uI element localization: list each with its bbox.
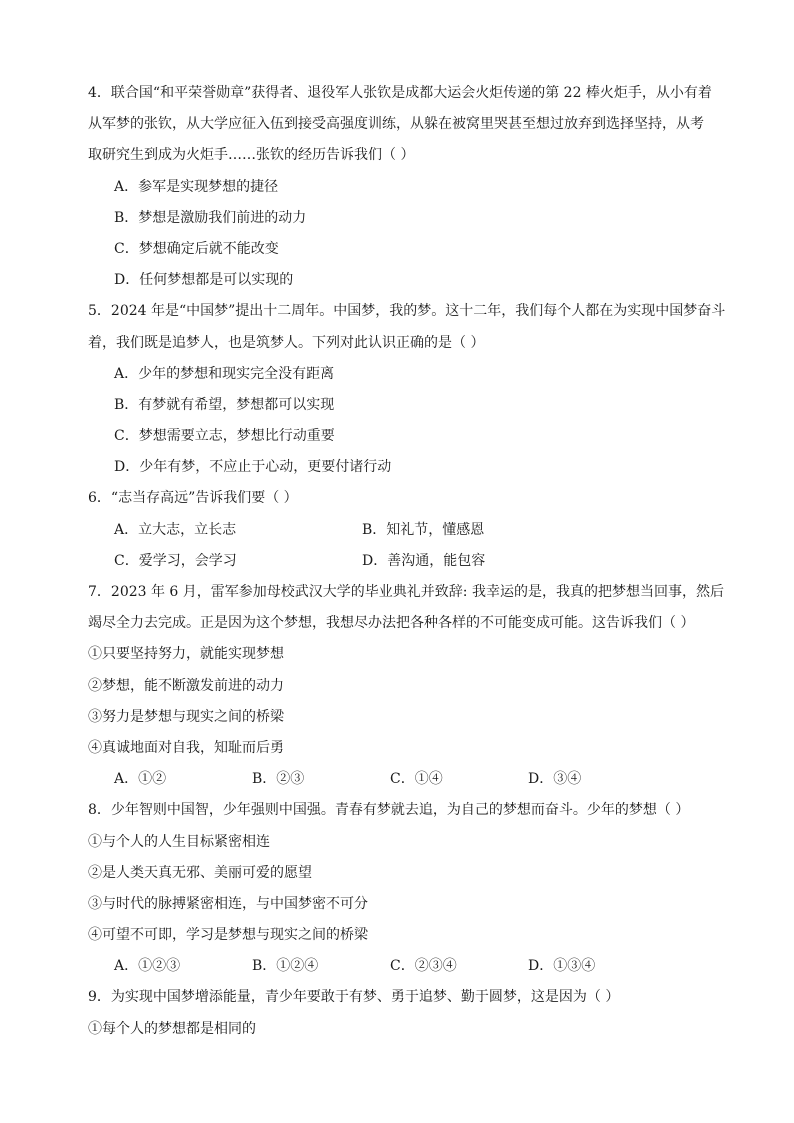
question-7-option-d: D．③④: [528, 771, 582, 788]
question-7-item-3: ③努力是梦想与现实之间的桥梁: [88, 708, 284, 725]
question-6-option-d: D．善沟通，能包容: [362, 552, 486, 569]
question-6-option-b: B．知礼节，懂感恩: [362, 521, 485, 538]
question-8-item-3: ③与时代的脉搏紧密相连，与中国梦密不可分: [88, 895, 368, 912]
question-7-option-a: A．①②: [114, 771, 167, 788]
question-4-option-a: A．参军是实现梦想的捷径: [114, 178, 279, 195]
question-8-options-row: [88, 951, 718, 982]
question-9-item-1: ①每个人的梦想都是相同的: [88, 1020, 256, 1037]
question-4-option-d: D．任何梦想都是可以实现的: [114, 272, 294, 289]
question-6-option-a: A．立大志，立长志: [114, 521, 237, 538]
question-6-option-c: C．爱学习，会学习: [114, 552, 237, 569]
question-4-stem-line-1: 4．联合国“和平荣誉勋章”获得者、退役军人张钦是成都大运会火炬传递的第 22 棒火炬手，从小有着: [88, 85, 712, 101]
question-7-option-b: B．②③: [252, 771, 305, 788]
question-5-option-c: C．梦想需要立志，梦想比行动重要: [114, 428, 335, 445]
question-8-option-b: B．①②④: [252, 958, 319, 975]
question-9: [88, 982, 718, 1044]
question-4: [88, 78, 718, 296]
question-7-stem-line-2: 竭尽全力去完成。正是因为这个梦想，我想尽办法把各种各样的不可能变成可能。这告诉我们（ ）: [88, 615, 695, 632]
question-6: [88, 483, 718, 577]
question-5-option-d: D．少年有梦，不应止于心动，更要付诸行动: [114, 459, 392, 476]
question-5-option-a: A．少年的梦想和现实完全没有距离: [114, 365, 335, 382]
question-8-option-a: A．①②③: [114, 958, 181, 975]
question-7-stem-line-1: 7．2023 年 6 月，雷军参加母校武汉大学的毕业典礼并致辞: 我幸运的是，我真的把梦想当回事，然后: [88, 584, 724, 600]
question-7-item-2: ②梦想，能不断激发前进的动力: [88, 677, 284, 694]
question-8-item-1: ①与个人的人生目标紧密相连: [88, 833, 270, 850]
question-8-item-2: ②是人类天真无邪、美丽可爱的愿望: [88, 864, 312, 881]
question-4-option-c: C．梦想确定后就不能改变: [114, 240, 279, 257]
question-8-item-4: ④可望不可即，学习是梦想与现实之间的桥梁: [88, 927, 368, 944]
question-6-options-row-2: [88, 546, 718, 577]
document-page: [88, 78, 726, 1045]
question-5-stem-line-1: 5．2024 年是“中国梦”提出十二周年。中国梦，我的梦。这十二年，我们每个人都在为实现中国梦奋斗: [88, 303, 726, 320]
question-4-stem-line-2: 从军梦的张钦，从大学应征入伍到接受高强度训练，从躲在被窝里哭甚至想过放弃到选择坚持，从考: [88, 116, 704, 133]
question-4-stem-line-3: 取研究生到成为火炬手……张钦的经历告诉我们（ ）: [88, 147, 415, 164]
question-8-option-c: C．②③④: [390, 958, 457, 975]
question-6-options-row-1: [88, 515, 718, 546]
question-9-stem-line-1: 9．为实现中国梦增添能量，青少年要敢于有梦、勇于追梦、勤于圆梦，这是因为（ ）: [88, 989, 620, 1006]
question-5-stem-line-2: 着，我们既是追梦人，也是筑梦人。下列对此认识正确的是（ ）: [88, 334, 485, 351]
question-8-option-d: D．①③④: [528, 958, 596, 975]
question-6-stem-line-1: 6．“志当存高远”告诉我们要（ ）: [88, 490, 298, 507]
question-7-item-4: ④真诚地面对自我，知耻而后勇: [88, 739, 284, 756]
question-7-item-1: ①只要坚持努力，就能实现梦想: [88, 646, 284, 663]
question-5: [88, 296, 726, 483]
question-7-option-c: C．①④: [390, 771, 443, 788]
question-7: [88, 577, 724, 795]
question-5-option-b: B．有梦就有希望，梦想都可以实现: [114, 396, 335, 413]
question-4-option-b: B．梦想是激励我们前进的动力: [114, 209, 307, 226]
question-8: [88, 795, 718, 982]
question-8-stem-line-1: 8．少年智则中国智，少年强则中国强。青春有梦就去追，为自己的梦想而奋斗。少年的梦想（ ）: [88, 802, 690, 819]
question-7-options-row: [88, 764, 718, 795]
